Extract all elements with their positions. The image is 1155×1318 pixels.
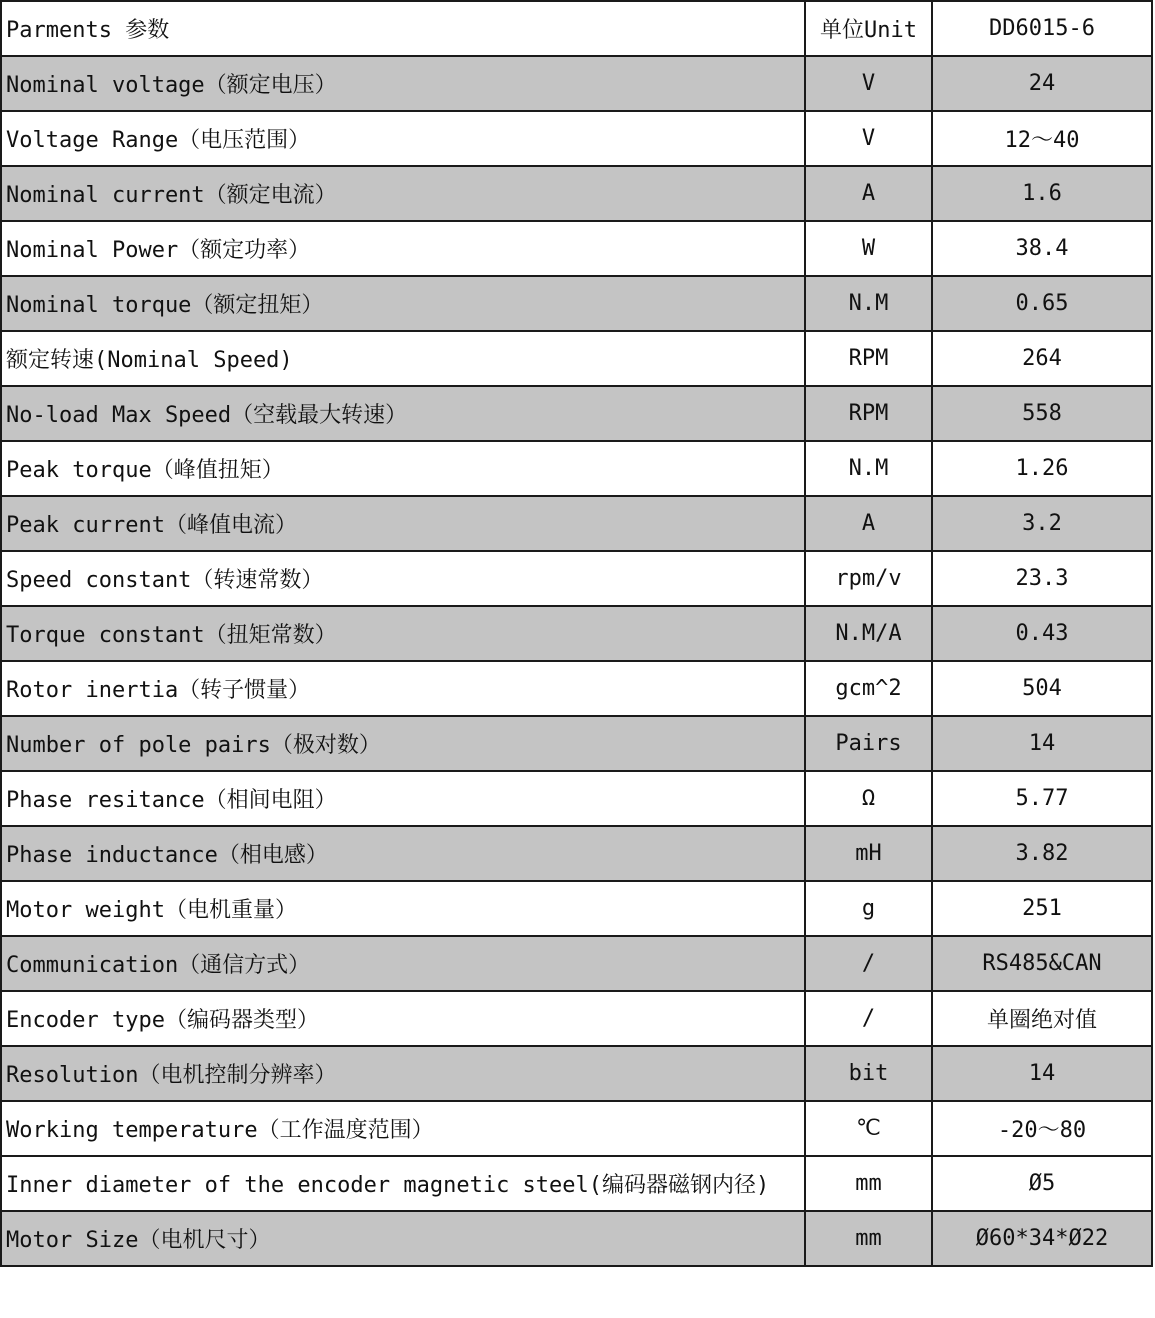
unit-cell: Ω (805, 771, 932, 826)
unit-cell: N.M/A (805, 606, 932, 661)
value-cell: 0.43 (932, 606, 1152, 661)
param-cell: Resolution（电机控制分辨率） (1, 1046, 805, 1101)
param-cell: Nominal voltage（额定电压） (1, 56, 805, 111)
table-row (1, 496, 1152, 551)
value-cell: 14 (932, 716, 1152, 771)
table-row (1, 551, 1152, 606)
param-cell: Nominal current（额定电流） (1, 166, 805, 221)
table-row (1, 771, 1152, 826)
param-cell: Peak current（峰值电流） (1, 496, 805, 551)
value-cell: 24 (932, 56, 1152, 111)
unit-cell: mm (805, 1156, 932, 1211)
value-cell: 1.26 (932, 441, 1152, 496)
unit-cell: RPM (805, 331, 932, 386)
unit-cell: V (805, 56, 932, 111)
table-row (1, 661, 1152, 716)
unit-cell: / (805, 936, 932, 991)
value-cell: Ø60*34*Ø22 (932, 1211, 1152, 1266)
unit-cell: RPM (805, 386, 932, 441)
unit-cell: / (805, 991, 932, 1046)
unit-cell: A (805, 496, 932, 551)
value-cell: 38.4 (932, 221, 1152, 276)
param-cell: Torque constant（扭矩常数） (1, 606, 805, 661)
param-cell: Phase resitance（相间电阻） (1, 771, 805, 826)
value-cell: 0.65 (932, 276, 1152, 331)
value-cell: 504 (932, 661, 1152, 716)
value-cell: 单圈绝对值 (932, 991, 1152, 1046)
table-row (1, 936, 1152, 991)
param-cell: No-load Max Speed（空载最大转速） (1, 386, 805, 441)
table-row (1, 1101, 1152, 1156)
unit-cell: mH (805, 826, 932, 881)
param-cell: Rotor inertia（转子惯量） (1, 661, 805, 716)
table-row (1, 221, 1152, 276)
param-cell: Peak torque（峰值扭矩） (1, 441, 805, 496)
value-cell: 14 (932, 1046, 1152, 1101)
value-cell: -20～80 (932, 1101, 1152, 1156)
value-cell: 5.77 (932, 771, 1152, 826)
value-cell: 264 (932, 331, 1152, 386)
value-cell: 23.3 (932, 551, 1152, 606)
table-row (1, 1156, 1152, 1211)
param-cell: Nominal Power（额定功率） (1, 221, 805, 276)
header-param: Parments 参数 (1, 1, 805, 56)
unit-cell: N.M (805, 441, 932, 496)
table-row (1, 441, 1152, 496)
unit-cell: A (805, 166, 932, 221)
unit-cell: Pairs (805, 716, 932, 771)
table-row (1, 716, 1152, 771)
param-cell: Nominal torque（额定扭矩） (1, 276, 805, 331)
param-cell: Voltage Range（电压范围） (1, 111, 805, 166)
table-row (1, 1211, 1152, 1266)
unit-cell: W (805, 221, 932, 276)
unit-cell: mm (805, 1211, 932, 1266)
param-cell: 额定转速(Nominal Speed) (1, 331, 805, 386)
table-row (1, 166, 1152, 221)
table-row (1, 331, 1152, 386)
table-header-row (1, 1, 1152, 56)
value-cell: 3.2 (932, 496, 1152, 551)
param-cell: Motor Size（电机尺寸） (1, 1211, 805, 1266)
value-cell: 1.6 (932, 166, 1152, 221)
header-unit: 单位Unit (805, 1, 932, 56)
table-row (1, 826, 1152, 881)
header-model: DD6015-6 (932, 1, 1152, 56)
table-row (1, 991, 1152, 1046)
param-cell: Number of pole pairs（极对数） (1, 716, 805, 771)
unit-cell: rpm/v (805, 551, 932, 606)
table-row (1, 1046, 1152, 1101)
table-row (1, 606, 1152, 661)
value-cell: 3.82 (932, 826, 1152, 881)
unit-cell: g (805, 881, 932, 936)
param-cell: Phase inductance（相电感） (1, 826, 805, 881)
unit-cell: N.M (805, 276, 932, 331)
table-row (1, 111, 1152, 166)
value-cell: Ø5 (932, 1156, 1152, 1211)
table-row (1, 881, 1152, 936)
param-cell: Speed constant（转速常数） (1, 551, 805, 606)
value-cell: 12～40 (932, 111, 1152, 166)
param-cell: Inner diameter of the encoder magnetic steel(编码器磁钢内径) (1, 1156, 805, 1211)
unit-cell: gcm^2 (805, 661, 932, 716)
value-cell: 251 (932, 881, 1152, 936)
table-row (1, 386, 1152, 441)
value-cell: RS485&CAN (932, 936, 1152, 991)
table-row (1, 276, 1152, 331)
param-cell: Communication（通信方式） (1, 936, 805, 991)
param-cell: Motor weight（电机重量） (1, 881, 805, 936)
unit-cell: bit (805, 1046, 932, 1101)
unit-cell: ℃ (805, 1101, 932, 1156)
table-row (1, 56, 1152, 111)
param-cell: Encoder type（编码器类型） (1, 991, 805, 1046)
value-cell: 558 (932, 386, 1152, 441)
unit-cell: V (805, 111, 932, 166)
param-cell: Working temperature（工作温度范围） (1, 1101, 805, 1156)
